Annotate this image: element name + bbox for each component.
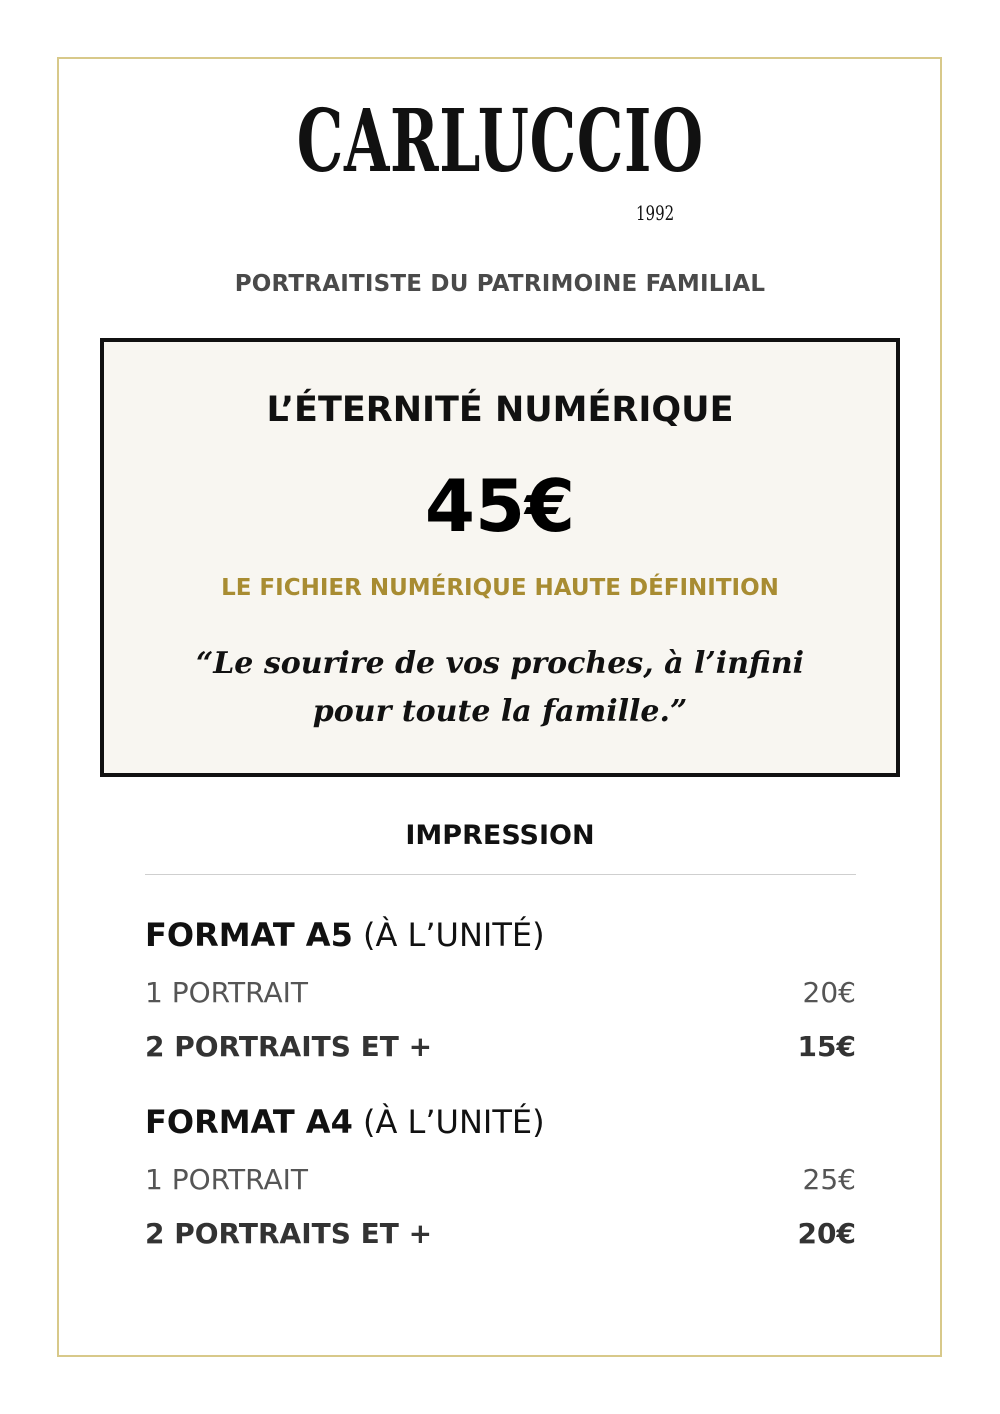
price-row-label: 2 PORTRAITS ET + (145, 1217, 433, 1250)
price-row (145, 1214, 856, 1254)
impression-heading: IMPRESSION (405, 820, 595, 851)
brand-logo (0, 88, 1000, 196)
section-divider (145, 874, 856, 875)
price-row (145, 1160, 856, 1200)
brand-tagline: PORTRAITISTE DU PATRIMOINE FAMILIAL (234, 271, 766, 297)
offer-subtitle: LE FICHIER NUMÉRIQUE HAUTE DÉFINITION (221, 575, 779, 601)
price-row (145, 1027, 856, 1067)
brand-name: CARLUCCIO (296, 91, 704, 192)
format-a4-name: FORMAT A4 (145, 1103, 353, 1141)
brand-year: 1992 (636, 201, 675, 225)
price-row-value: 20€ (797, 1217, 856, 1250)
offer-title: L’ÉTERNITÉ NUMÉRIQUE (266, 390, 734, 430)
price-row-value: 25€ (802, 1163, 856, 1196)
format-a5-note: (À L’UNITÉ) (363, 916, 545, 954)
price-row-value: 15€ (797, 1030, 856, 1063)
format-a5-title (145, 914, 545, 956)
format-a4-title (145, 1101, 545, 1143)
offer-price: 45€ (424, 464, 576, 548)
price-row (145, 973, 856, 1013)
offer-quote: “Le sourire de vos proches, à l’infini pour toute la famille.” (195, 646, 805, 729)
price-row-label: 1 PORTRAIT (145, 1163, 308, 1196)
price-row-label: 1 PORTRAIT (145, 976, 308, 1009)
price-row-value: 20€ (802, 976, 856, 1009)
format-a4-note: (À L’UNITÉ) (363, 1103, 545, 1141)
price-row-label: 2 PORTRAITS ET + (145, 1030, 433, 1063)
format-a5-name: FORMAT A5 (145, 916, 353, 954)
